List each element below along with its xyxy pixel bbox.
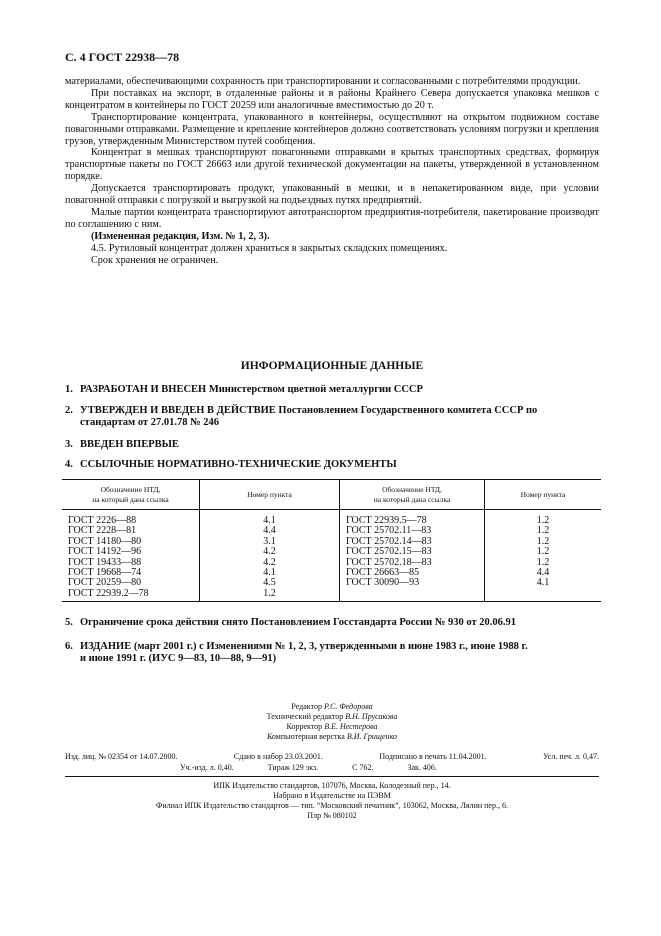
clause-number: 1.2 xyxy=(536,535,550,547)
info-item-5 xyxy=(65,617,599,629)
printer-address: Филиал ИПК Издательство стандартов — тип. “Московский печатник”, 103062, Москва, Лялин пер., 6. xyxy=(156,801,508,810)
item-text: Ограничение срока действия снято Постановлением Госстандарта России № 930 от 20.06.91 xyxy=(80,617,517,628)
license: Изд. лиц. № 02354 от 14.07.2000. xyxy=(65,752,178,761)
item-heading: ВВЕДЕН ВПЕРВЫЕ xyxy=(80,439,179,450)
credit-tech-editor: Технический редактор В.Н. Прусакова xyxy=(266,712,398,721)
right-nums-cell xyxy=(485,510,602,602)
clause-number: 4.4 xyxy=(263,525,276,537)
reference-code: ГОСТ 26663—85 xyxy=(346,567,420,579)
reference-code: ГОСТ 25702.18—83 xyxy=(346,556,432,568)
info-item-4 xyxy=(65,459,599,471)
license-plr: Плр № 080102 xyxy=(307,811,357,820)
item-heading: ИЗДАНИЕ xyxy=(80,641,132,652)
reference-code: ГОСТ 30090—93 xyxy=(346,577,420,589)
left-nums-cell xyxy=(200,510,340,602)
clause-number: 4.1 xyxy=(263,567,276,579)
print-details xyxy=(65,752,599,773)
reference-code: ГОСТ 19668—74 xyxy=(68,567,142,579)
column-header-designation: Обозначение НТД, на который дана ссылка xyxy=(340,480,485,510)
storage-term: Срок хранения не ограничен. xyxy=(91,254,219,266)
clause-number: 4.2 xyxy=(263,546,276,558)
left-codes-cell xyxy=(62,510,200,602)
paragraph: Допускается транспортировать продукт, упакованный в мешки, и в непакетированном виде, при условии повагонной отправки с погрузкой и выгрузкой на подъездных путях предприятий. xyxy=(65,183,599,207)
clause-number: 1.2 xyxy=(536,525,550,537)
clause-number: 4.2 xyxy=(263,556,276,568)
reference-code: ГОСТ 20259—80 xyxy=(68,577,142,589)
page-header: С. 4 ГОСТ 22938—78 xyxy=(65,50,180,64)
item-number: 2. xyxy=(65,405,73,416)
reference-code: ГОСТ 2226—88 xyxy=(68,515,137,526)
reference-code: ГОСТ 25702.15—83 xyxy=(346,546,432,558)
paragraph: Малые партии концентрата транспортируют автотранспортом предприятия-потребителя, пакетирование производят по соглашению с ним. xyxy=(65,206,599,230)
paragraph: Концентрат в мешках транспортируют повагонными отправками в крытых транспортных средствах, формируя транспортные пакеты по ГОСТ 26663 или другой технической документации на пакеты, утвержденной в установленном порядке. xyxy=(65,147,599,183)
item-text-line2: и июне 1991 г. (ИУС 9—83, 10—88, 9—91) xyxy=(80,653,277,664)
info-item-1 xyxy=(65,384,599,396)
clause-number: 1.2 xyxy=(263,587,276,599)
amendment-note: (Измененная редакция, Изм. № 1, 2, 3). xyxy=(91,230,270,242)
clause-number: 4.4 xyxy=(536,567,550,579)
signed-to-print: Подписано в печать 11.04.2001. xyxy=(379,752,487,761)
item-text: Постановлением Государственного комитета СССР по xyxy=(278,405,538,416)
column-header-clause: Номер пункта xyxy=(485,480,602,510)
clause-4-5: 4.5. Рутиловый концентрат должен храниться в закрытых складских помещениях. xyxy=(91,242,448,254)
column-header-clause: Номер пункта xyxy=(200,480,340,510)
publisher-info xyxy=(65,781,599,821)
clause-number: 1.2 xyxy=(536,515,550,526)
references-table xyxy=(62,479,601,602)
credit-layout: Компьютерная верстка В.И. Грищенко xyxy=(266,732,398,741)
clause-number: 1.2 xyxy=(536,556,550,568)
publishing-sheets: Уч.-изд. л. 0,40. xyxy=(180,763,234,772)
info-item-6 xyxy=(65,641,599,665)
item-number: 5. xyxy=(65,617,73,628)
clause-number: 4.1 xyxy=(263,515,276,526)
divider xyxy=(65,776,599,777)
column-header-designation: Обозначение НТД, на который дана ссылка xyxy=(62,480,200,510)
print-sheets: Усл. печ. л. 0,47. xyxy=(543,752,599,761)
staff-credits xyxy=(65,702,599,742)
item-text-line2: стандартам от 27.01.78 № 246 xyxy=(80,417,220,428)
credit-editor: Редактор Р.С. Федорова xyxy=(291,702,373,711)
clause-number: 3.1 xyxy=(263,535,276,547)
credit-corrector: Корректор В.Е. Нестерова xyxy=(286,722,378,731)
item-number: 6. xyxy=(65,641,73,652)
item-heading: ССЫЛОЧНЫЕ НОРМАТИВНО-ТЕХНИЧЕСКИЕ ДОКУМЕНТЫ xyxy=(80,459,397,470)
paragraph: Транспортирование концентрата, упакованного в контейнеры, осуществляют на открытом подвижном составе повагонными отправками. Размещение и крепление контейнеров должно соответствовать условиям погрузки и крепления грузов, утвержденным Министерством путей сообщения. xyxy=(65,111,599,147)
right-codes-cell xyxy=(340,510,485,602)
paragraph: При поставках на экспорт, в отдаленные районы и в районы Крайнего Севера допускается упаковка мешков с концентратом в контейнеры по ГОСТ 20259 или аналогичные вместимостью до 20 т. xyxy=(65,87,599,111)
typeset-note: Набрано в Издательстве на ПЭВМ xyxy=(273,791,391,800)
reference-code: ГОСТ 2228—81 xyxy=(68,525,137,537)
info-item-3 xyxy=(65,439,599,451)
paragraph: материалами, обеспечивающими сохранность при транспортировании и согласованными с потребителями продукции. xyxy=(65,76,581,87)
item-number: 3. xyxy=(65,439,73,450)
reference-code: ГОСТ 25702.14—83 xyxy=(346,535,432,547)
reference-code: ГОСТ 25702.11—83 xyxy=(346,525,432,537)
item-number: 4. xyxy=(65,459,73,470)
body-text xyxy=(65,76,599,267)
clause-number: 1.2 xyxy=(536,546,550,558)
clause-number: 4.5 xyxy=(263,577,276,589)
reference-code: ГОСТ 22939.2—78 xyxy=(68,587,149,599)
reference-code: ГОСТ 14192—96 xyxy=(68,546,142,558)
section-title: ИНФОРМАЦИОННЫЕ ДАННЫЕ xyxy=(240,360,424,372)
item-heading: УТВЕРЖДЕН И ВВЕДЕН В ДЕЙСТВИЕ xyxy=(80,405,276,416)
item-heading: РАЗРАБОТАН И ВНЕСЕН xyxy=(80,384,207,395)
clause-number: 4.1 xyxy=(536,577,550,589)
item-text: Министерством цветной металлургии СССР xyxy=(208,384,423,395)
print-run: Тираж 129 экз. xyxy=(267,763,319,772)
sent-to-typeset: Сдано в набор 23.03.2001. xyxy=(233,752,323,761)
code-c: С 762. xyxy=(352,763,374,772)
reference-code: ГОСТ 22939.5—78 xyxy=(346,515,427,526)
info-item-2 xyxy=(65,405,599,429)
order-number: Зак. 406. xyxy=(407,763,437,772)
item-number: 1. xyxy=(65,384,73,395)
publisher-address: ИПК Издательство стандартов, 107076, Москва, Колодезный пер., 14. xyxy=(213,781,451,790)
reference-code: ГОСТ 14180—80 xyxy=(68,535,142,547)
item-text: (март 2001 г.) с Изменениями № 1, 2, 3, утвержденными в июне 1983 г., июне 1988 г. xyxy=(133,641,528,652)
reference-code: ГОСТ 19433—88 xyxy=(68,556,142,568)
